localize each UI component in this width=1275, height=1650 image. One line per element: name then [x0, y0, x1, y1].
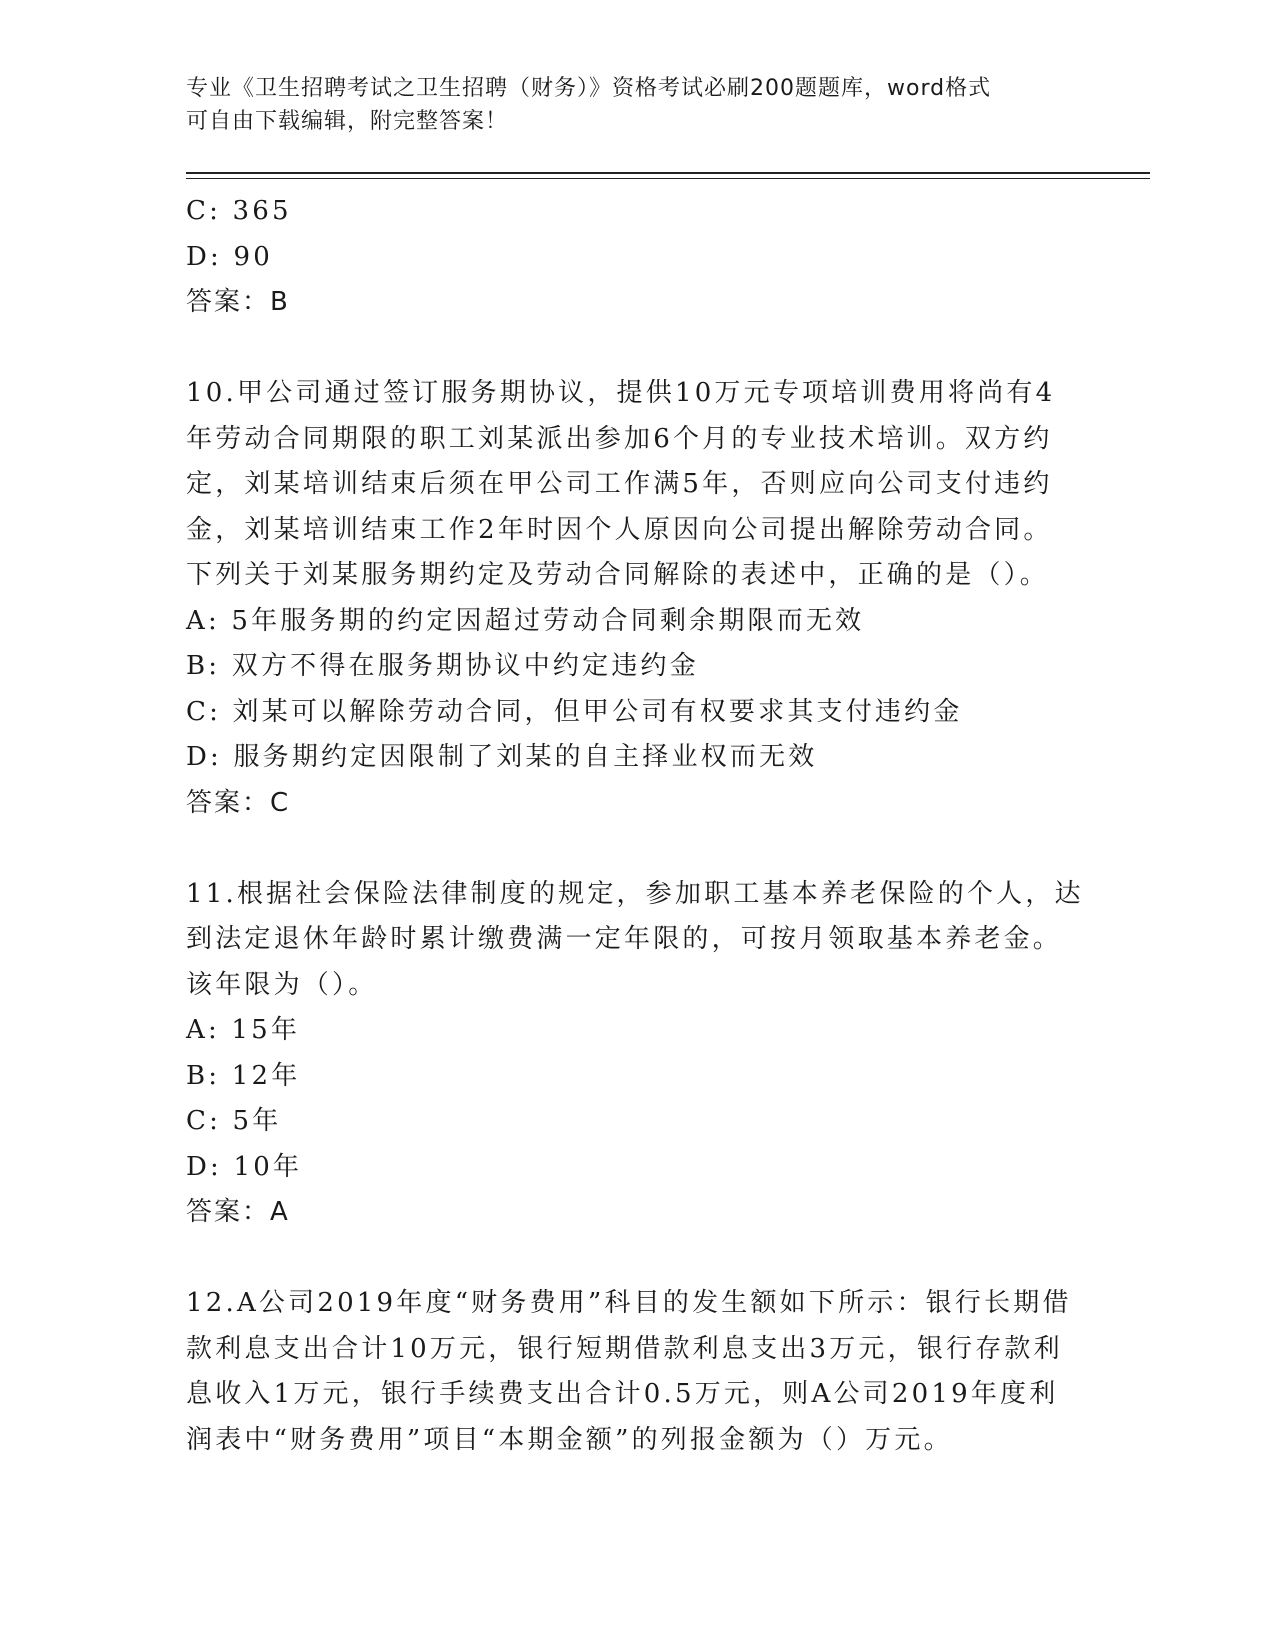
- question-text-line: 11.根据社会保险法律制度的规定，参加职工基本养老保险的个人，达: [186, 878, 1084, 909]
- question-text-line: 息收入1万元，银行手续费支出合计0.5万元，则A公司2019年度利: [186, 1379, 1059, 1409]
- option-b: B: 12年: [186, 1060, 301, 1091]
- question-text-line: 10.甲公司通过签订服务期协议，提供10万元专项培训费用将尚有4: [186, 378, 1056, 408]
- question-text-line: 年劳动合同期限的职工刘某派出参加6个月的专业技术培训。双方约: [186, 423, 1053, 454]
- option-c: C: 5年: [186, 1106, 282, 1136]
- page-header: [186, 72, 1066, 138]
- question-text-line: 下列关于刘某服务期约定及劳动合同解除的表述中，正确的是（）。: [186, 560, 1050, 590]
- previous-question-tail: [186, 189, 1086, 326]
- header-divider-thin: [186, 178, 1150, 179]
- question-12: [186, 1281, 1086, 1463]
- question-text-line: 款利息支出合计10万元，银行短期借款利息支出3万元，银行存款利: [186, 1333, 1063, 1364]
- option-b: B: 双方不得在服务期协议中约定违约金: [186, 651, 699, 681]
- question-text-line: 润表中“财务费用”项目“本期金额”的列报金额为（）万元。: [186, 1424, 953, 1455]
- spacer: [186, 826, 1086, 872]
- option-d: D: 10年: [186, 1151, 303, 1182]
- question-11: [186, 872, 1086, 1236]
- answer-line: 答案：A: [186, 1197, 290, 1227]
- option-d: D: 服务期约定因限制了刘某的自主择业权而无效: [186, 742, 818, 772]
- spacer: [186, 1236, 1086, 1282]
- header-divider-thick: [186, 172, 1150, 174]
- spacer: [186, 326, 1086, 372]
- option-a: A: 5年服务期的约定因超过劳动合同剩余期限而无效: [186, 605, 865, 636]
- header-title-line-1: 专业《卫生招聘考试之卫生招聘（财务）》资格考试必刷200题题库，word格式: [186, 76, 992, 101]
- answer-line: 答案：C: [186, 787, 291, 818]
- question-text-line: 到法定退休年龄时累计缴费满一定年限的，可按月领取基本养老金。: [186, 924, 1063, 954]
- question-content: [186, 189, 1086, 1463]
- option-c: C: 365: [186, 196, 292, 226]
- question-text-line: 金，刘某培训结束工作2年时因个人原因向公司提出解除劳动合同。: [186, 514, 1053, 545]
- header-title-line-2: 可自由下载编辑，附完整答案！: [186, 109, 509, 134]
- option-a: A: 15年: [186, 1015, 301, 1045]
- question-text-line: 该年限为（）。: [186, 969, 378, 1000]
- question-text-line: 定，刘某培训结束后须在甲公司工作满5年，否则应向公司支付违约: [186, 469, 1053, 499]
- question-text-line: 12.A公司2019年度“财务费用”科目的发生额如下所示：银行长期借: [186, 1288, 1072, 1318]
- question-10: [186, 371, 1086, 826]
- option-c: C: 刘某可以解除劳动合同，但甲公司有权要求其支付违约金: [186, 696, 963, 727]
- option-d: D: 90: [186, 241, 273, 272]
- answer-line: 答案：B: [186, 287, 290, 317]
